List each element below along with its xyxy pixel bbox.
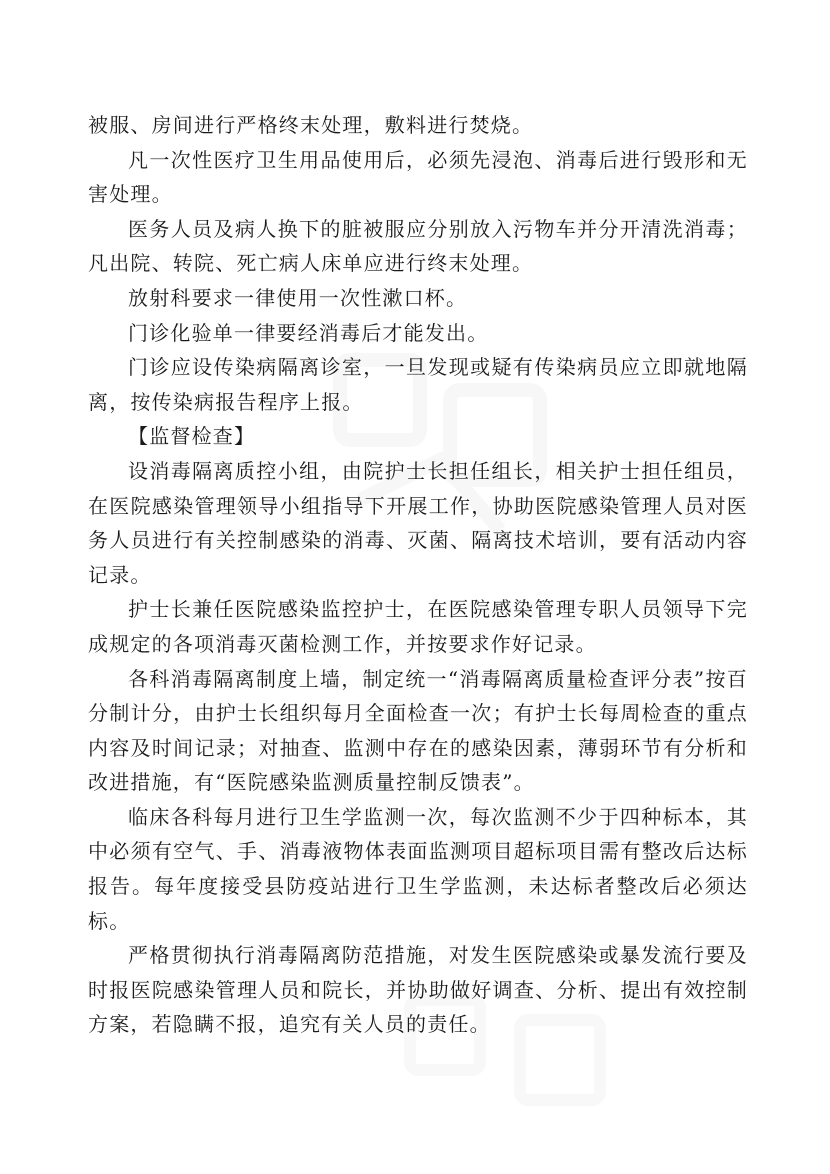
paragraph-10: 各科消毒隔离制度上墙，制定统一“消毒隔离质量检查评分表”按百分制计分，由护士长组织每月全面检查一次；有护士长每周检查的重点内容及时间记录；对抽查、监测中存在的感染因素，薄弱环节有分析和改进措施，有“医院感染监测质量控制反馈表”。 <box>88 666 748 795</box>
paragraph-5: 门诊化验单一律要经消毒后才能发出。 <box>128 320 489 345</box>
paragraph-9: 护士长兼任医院感染监控护士，在医院感染管理专职人员领导下完成规定的各项消毒灭菌检测工作，并按要求作好记录。 <box>88 597 748 656</box>
paragraph-2: 凡一次性医疗卫生用品使用后，必须先浸泡、消毒后进行毁形和无害处理。 <box>88 147 748 207</box>
paragraph-4: 放射科要求一律使用一次性漱口杯。 <box>128 285 468 310</box>
section-heading-supervision: 【监督检查】 <box>128 424 256 449</box>
paragraph-12: 严格贯彻执行消毒隔离防范措施，对发生医院感染或暴发流行要及时报医院感染管理人员和院长，并协助做好调查、分析、提出有效控制方案，若隐瞒不报，追究有关人员的责任。 <box>88 943 748 1037</box>
paragraph-6: 门诊应设传染病隔离诊室，一旦发现或疑有传染病员应立即就地隔离，按传染病报告程序上报。 <box>88 355 748 414</box>
paragraph-3: 医务人员及病人换下的脏被服应分别放入污物车并分开清洗消毒；凡出院、转院、死亡病人床单应进行终末处理。 <box>88 216 748 276</box>
paragraph-1: 被服、房间进行严格终末处理，敷料进行焚烧。 <box>88 113 534 137</box>
paragraph-11: 临床各科每月进行卫生学监测一次，每次监测不少于四种标本，其中必须有空气、手、消毒液物体表面监测项目超标项目需有整改后达标报告。每年度接受县防疫站进行卫生学监测，未达标者整改后必须达标。 <box>88 804 748 933</box>
paragraph-8: 设消毒隔离质控小组，由院护士长担任组长，相关护士担任组员，在医院感染管理领导小组指导下开展工作，协助医院感染管理人员对医务人员进行有关控制感染的消毒、灭菌、隔离技术培训，要有活动内容记录。 <box>88 458 748 587</box>
document-body <box>88 108 748 1042</box>
